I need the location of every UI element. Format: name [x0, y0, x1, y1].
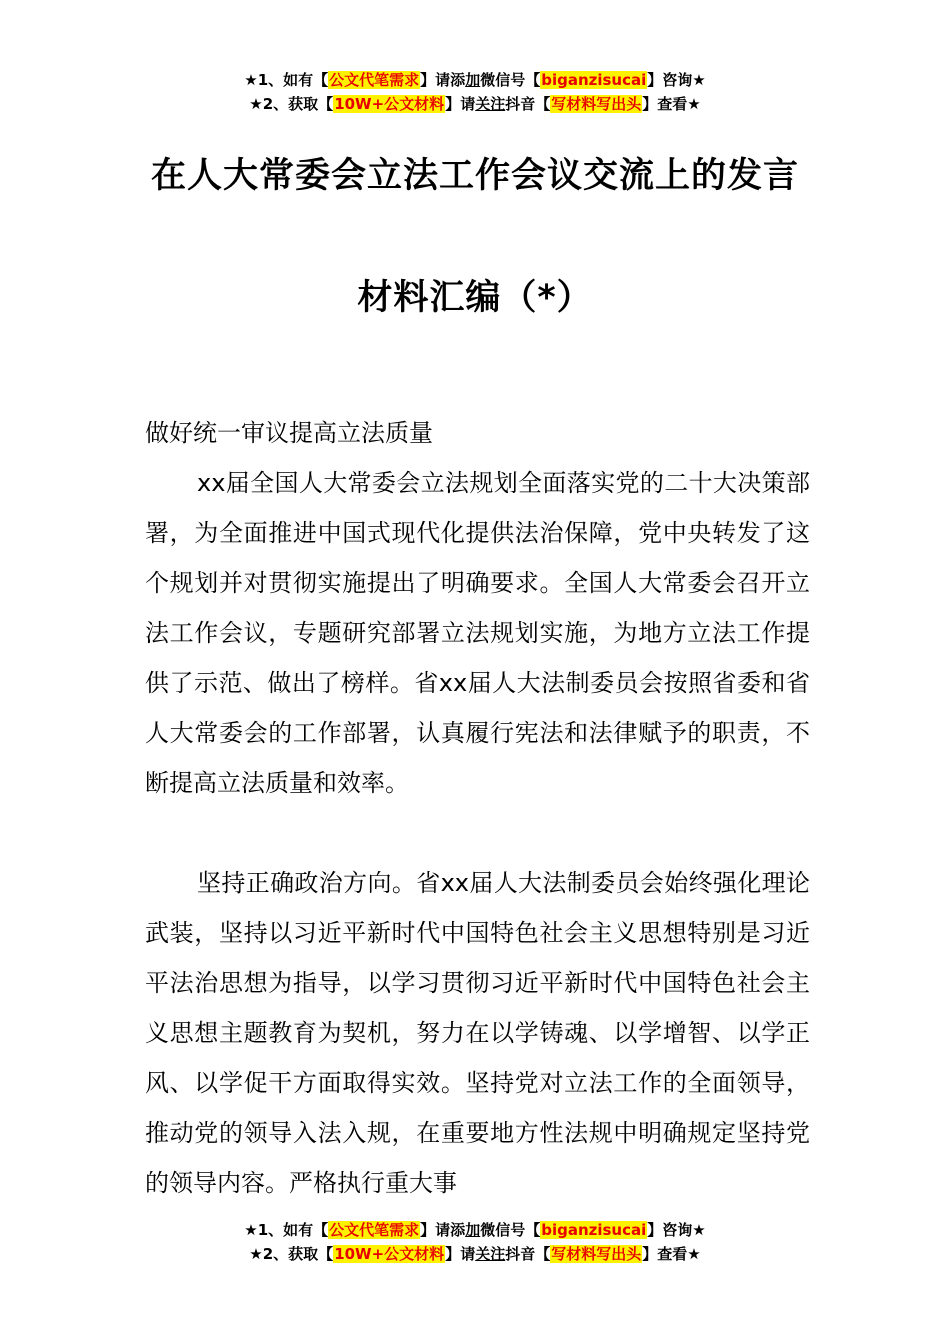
banner-highlight: biganzisucai	[541, 71, 647, 89]
banner-highlight: biganzisucai	[541, 1221, 647, 1239]
banner-text: ★2、获取【	[249, 95, 334, 113]
body-paragraph-2: 坚持正确政治方向。省xx届人大法制委员会始终强化理论武装，坚持以习近平新时代中国特色社会主义思想特别是习近平法治思想为指导，以学习贯彻习近平新时代中国特色社会主义思想主题教育为契机，努力在以学铸魂、以学增智、以学正风、以学促干方面取得实效。坚持党对立法工作的全面领导，推动党的领导入法入规，在重要地方性法规中明确规定坚持党的领导内容。严格执行重大事	[145, 869, 810, 1197]
banner-text: 】请	[445, 1245, 476, 1263]
banner-text: 】请添	[420, 71, 466, 89]
footer-banner	[0, 1218, 950, 1266]
banner-text: 】请	[445, 95, 476, 113]
banner-text: ★1、如有【	[244, 1221, 329, 1239]
body-paragraph-1: xx届全国人大常委会立法规划全面落实党的二十大决策部署，为全面推进中国式现代化提供法治保障，党中央转发了这个规划并对贯彻实施提出了明确要求。全国人大常委会召开立法工作会议，专题研究部署立法规划实施，为地方立法工作提供了示范、做出了榜样。省xx届人大法制委员会按照省委和省人大常委会的工作部署，认真履行宪法和法律赋予的职责，不断提高立法质量和效率。	[145, 469, 810, 797]
banner-text: 抖音【	[505, 95, 551, 113]
banner-highlight: 10W+公文材料	[334, 1245, 445, 1263]
banner-line-2	[0, 92, 950, 116]
banner-line-2	[0, 1242, 950, 1266]
banner-text: 】咨询★	[647, 71, 706, 89]
banner-text: ★2、获取【	[249, 1245, 334, 1263]
banner-text: 】请添	[420, 1221, 466, 1239]
paragraph-spacer	[145, 808, 810, 858]
banner-line-1	[0, 1218, 950, 1242]
banner-underlined: 关注	[475, 1245, 506, 1263]
banner-text: ★1、如有【	[244, 71, 329, 89]
banner-text: 抖音【	[505, 1245, 551, 1263]
banner-underlined: 加	[465, 71, 481, 89]
banner-text: 】查看★	[642, 95, 701, 113]
banner-highlight: 公文代笔需求	[329, 1221, 420, 1239]
banner-highlight: 公文代笔需求	[329, 71, 420, 89]
banner-highlight: 写材料写出头	[551, 1245, 642, 1263]
banner-text: 微信号【	[480, 71, 541, 89]
banner-text: 微信号【	[480, 1221, 541, 1239]
document-title-line-2: 材料汇编（*）	[357, 278, 593, 318]
banner-highlight: 10W+公文材料	[334, 95, 445, 113]
banner-highlight: 写材料写出头	[551, 95, 642, 113]
header-banner	[0, 68, 950, 116]
banner-text: 】查看★	[642, 1245, 701, 1263]
banner-text: 】咨询★	[647, 1221, 706, 1239]
banner-underlined: 关注	[475, 95, 506, 113]
document-body	[145, 408, 810, 1208]
document-title-line-1: 在人大常委会立法工作会议交流上的发言	[150, 156, 799, 196]
section-heading: 做好统一审议提高立法质量	[145, 419, 433, 447]
banner-underlined: 加	[465, 1221, 481, 1239]
banner-line-1	[0, 68, 950, 92]
